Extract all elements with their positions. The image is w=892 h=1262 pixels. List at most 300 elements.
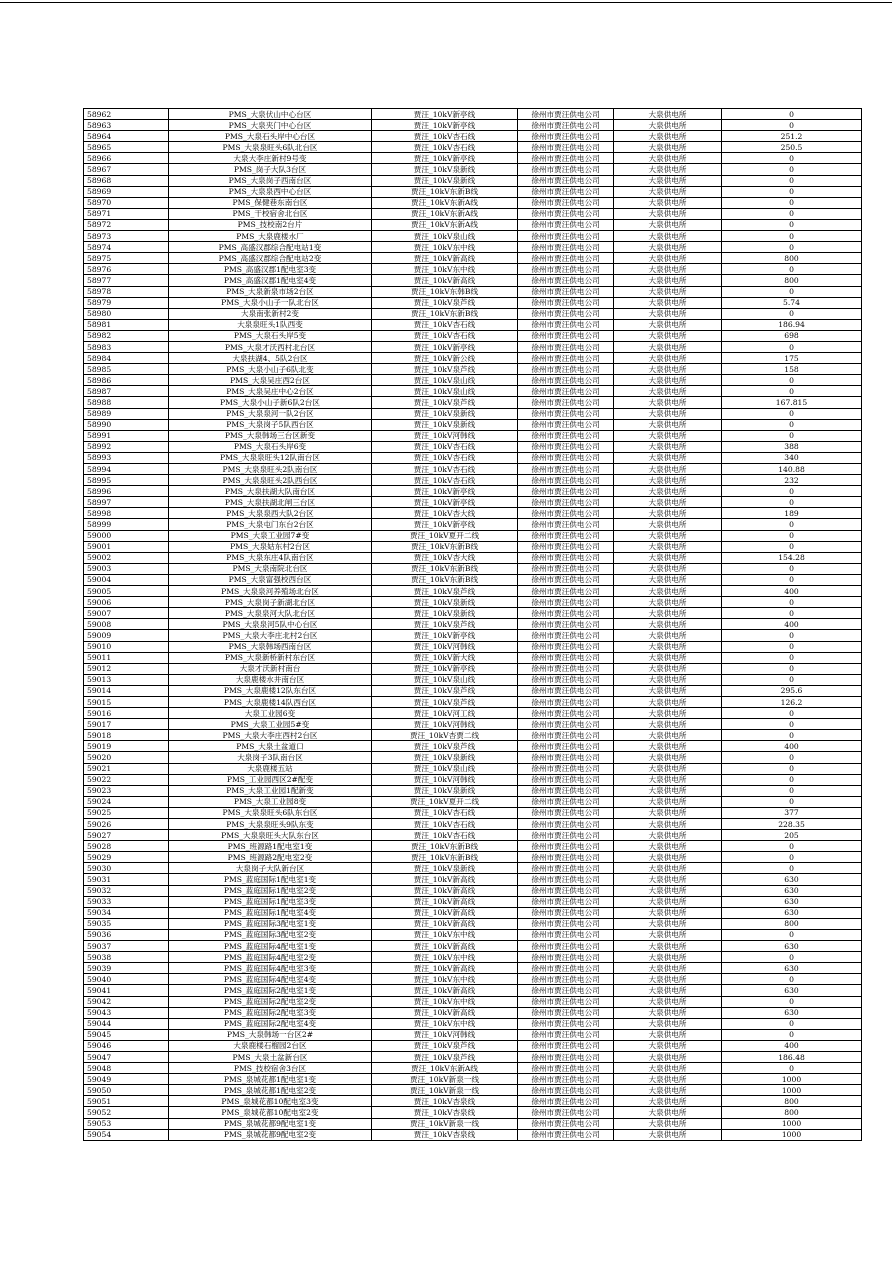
supply-station-cell: 大泉供电所: [614, 219, 722, 230]
table-row: [84, 574, 862, 585]
table-row: [84, 974, 862, 985]
table-row: [84, 1051, 862, 1062]
record-id-cell: 59027: [84, 830, 169, 841]
feeder-line-cell: 贾汪_10kV新高线: [372, 963, 518, 974]
substation-name-cell: PMS_大泉吴庄中心2台区: [169, 386, 372, 397]
supply-station-cell: 大泉供电所: [614, 319, 722, 330]
company-cell: 徐州市贾汪供电公司: [518, 963, 614, 974]
company-cell: 徐州市贾汪供电公司: [518, 852, 614, 863]
record-id-cell: 58979: [84, 297, 169, 308]
feeder-line-cell: 贾汪_10kV泉新线: [372, 408, 518, 419]
record-id-cell: 58983: [84, 341, 169, 352]
supply-station-cell: 大泉供电所: [614, 475, 722, 486]
supply-station-cell: 大泉供电所: [614, 1085, 722, 1096]
table-row: [84, 297, 862, 308]
feeder-line-cell: 贾汪_10kV东新B线: [372, 574, 518, 585]
substation-name-cell: PMS_大泉泉河5队中心台区: [169, 619, 372, 630]
company-cell: 徐州市贾汪供电公司: [518, 597, 614, 608]
substation-name-cell: PMS_蓝庭国际1配电室1变: [169, 874, 372, 885]
value-cell: 630: [722, 941, 862, 952]
substation-name-cell: PMS_大泉泉河一队2台区: [169, 408, 372, 419]
value-cell: 630: [722, 963, 862, 974]
value-cell: 400: [722, 1040, 862, 1051]
record-id-cell: 59035: [84, 918, 169, 929]
company-cell: 徐州市贾汪供电公司: [518, 242, 614, 253]
record-id-cell: 58998: [84, 508, 169, 519]
value-cell: 0: [722, 208, 862, 219]
supply-station-cell: 大泉供电所: [614, 586, 722, 597]
record-id-cell: 58992: [84, 441, 169, 452]
value-cell: 630: [722, 1007, 862, 1018]
feeder-line-cell: 贾汪_10kV东新A线: [372, 219, 518, 230]
feeder-line-cell: 贾汪_10kV新高线: [372, 253, 518, 264]
substation-name-cell: PMS_岗子大队3台区: [169, 164, 372, 175]
substation-name-cell: PMS_泉城花都1配电室1变: [169, 1074, 372, 1085]
table-row: [84, 497, 862, 508]
company-cell: 徐州市贾汪供电公司: [518, 874, 614, 885]
substation-name-cell: PMS_大泉东庄4队南台区: [169, 552, 372, 563]
company-cell: 徐州市贾汪供电公司: [518, 563, 614, 574]
value-cell: 154.28: [722, 552, 862, 563]
table-row: [84, 231, 862, 242]
table-row: [84, 552, 862, 563]
feeder-line-cell: 贾汪_10kV泉芦线: [372, 619, 518, 630]
supply-station-cell: 大泉供电所: [614, 619, 722, 630]
company-cell: 徐州市贾汪供电公司: [518, 885, 614, 896]
supply-station-cell: 大泉供电所: [614, 530, 722, 541]
feeder-line-cell: 贾汪_10kV泉芦线: [372, 685, 518, 696]
value-cell: 0: [722, 386, 862, 397]
substation-name-cell: 大泉南张新村2变: [169, 308, 372, 319]
feeder-line-cell: 贾汪_10kV新亭线: [372, 497, 518, 508]
value-cell: 0: [722, 608, 862, 619]
value-cell: 126.2: [722, 696, 862, 707]
value-cell: 630: [722, 985, 862, 996]
feeder-line-cell: 贾汪_10kV河韩线: [372, 430, 518, 441]
substation-name-cell: 大泉扶湖4、5队2台区: [169, 353, 372, 364]
table-row: [84, 486, 862, 497]
record-id-cell: 59045: [84, 1029, 169, 1040]
record-id-cell: 59024: [84, 796, 169, 807]
table-row: [84, 341, 862, 352]
value-cell: 189: [722, 508, 862, 519]
substation-name-cell: PMS_蓝庭国际2配电室3变: [169, 1007, 372, 1018]
feeder-line-cell: 贾汪_10kV杏石线: [372, 464, 518, 475]
value-cell: 0: [722, 186, 862, 197]
table-row: [84, 696, 862, 707]
record-id-cell: 58993: [84, 452, 169, 463]
record-id-cell: 59037: [84, 941, 169, 952]
feeder-line-cell: 贾汪_10kV泉芦线: [372, 696, 518, 707]
value-cell: 630: [722, 885, 862, 896]
value-cell: 698: [722, 330, 862, 341]
substation-name-cell: PMS_干校宿舍北台区: [169, 208, 372, 219]
supply-station-cell: 大泉供电所: [614, 275, 722, 286]
supply-station-cell: 大泉供电所: [614, 1029, 722, 1040]
feeder-line-cell: 贾汪_10kV泉山线: [372, 375, 518, 386]
feeder-line-cell: 贾汪_10kV杏石线: [372, 330, 518, 341]
company-cell: 徐州市贾汪供电公司: [518, 109, 614, 120]
feeder-line-cell: 贾汪_10kV泉芦线: [372, 1051, 518, 1062]
record-id-cell: 59015: [84, 696, 169, 707]
table-row: [84, 863, 862, 874]
supply-station-cell: 大泉供电所: [614, 430, 722, 441]
company-cell: 徐州市贾汪供电公司: [518, 774, 614, 785]
table-row: [84, 674, 862, 685]
record-id-cell: 59013: [84, 674, 169, 685]
value-cell: 0: [722, 785, 862, 796]
table-row: [84, 685, 862, 696]
feeder-line-cell: 贾汪_10kV杏石线: [372, 819, 518, 830]
record-id-cell: 59009: [84, 630, 169, 641]
company-cell: 徐州市贾汪供电公司: [518, 952, 614, 963]
company-cell: 徐州市贾汪供电公司: [518, 1029, 614, 1040]
record-id-cell: 59036: [84, 929, 169, 940]
substation-name-cell: PMS_大泉姑东村2台区: [169, 541, 372, 552]
substation-name-cell: PMS_大泉石头岸6变: [169, 441, 372, 452]
feeder-line-cell: 贾汪_10kV杏石线: [372, 452, 518, 463]
substation-name-cell: PMS_高盛汉郡1配电室4变: [169, 275, 372, 286]
substation-name-cell: PMS_大泉鹿楼12队东台区: [169, 685, 372, 696]
feeder-line-cell: 贾汪_10kV杏石线: [372, 807, 518, 818]
value-cell: 0: [722, 530, 862, 541]
company-cell: 徐州市贾汪供电公司: [518, 608, 614, 619]
record-id-cell: 58999: [84, 519, 169, 530]
company-cell: 徐州市贾汪供电公司: [518, 574, 614, 585]
feeder-line-cell: 贾汪_10kV新高线: [372, 885, 518, 896]
record-id-cell: 59028: [84, 841, 169, 852]
feeder-line-cell: 贾汪_10kV新高线: [372, 275, 518, 286]
company-cell: 徐州市贾汪供电公司: [518, 508, 614, 519]
table-row: [84, 1018, 862, 1029]
supply-station-cell: 大泉供电所: [614, 874, 722, 885]
feeder-line-cell: 贾汪_10kV杏石线: [372, 830, 518, 841]
value-cell: 0: [722, 730, 862, 741]
value-cell: 158: [722, 364, 862, 375]
substation-name-cell: PMS_大泉伏山中心台区: [169, 109, 372, 120]
record-id-cell: 58994: [84, 464, 169, 475]
company-cell: 徐州市贾汪供电公司: [518, 131, 614, 142]
table-row: [84, 896, 862, 907]
supply-station-cell: 大泉供电所: [614, 574, 722, 585]
substation-name-cell: PMS_大泉泉旺头大队东台区: [169, 830, 372, 841]
record-id-cell: 58975: [84, 253, 169, 264]
supply-station-cell: 大泉供电所: [614, 830, 722, 841]
company-cell: 徐州市贾汪供电公司: [518, 341, 614, 352]
company-cell: 徐州市贾汪供电公司: [518, 696, 614, 707]
table-row: [84, 641, 862, 652]
substation-name-cell: PMS_班源路2配电室2变: [169, 852, 372, 863]
table-row: [84, 952, 862, 963]
value-cell: 388: [722, 441, 862, 452]
value-cell: 0: [722, 231, 862, 242]
feeder-line-cell: 贾汪_10kV新亭线: [372, 486, 518, 497]
table-row: [84, 475, 862, 486]
record-id-cell: 59008: [84, 619, 169, 630]
table-row: [84, 375, 862, 386]
feeder-line-cell: 贾汪_10kV杏泉线: [372, 1096, 518, 1107]
company-cell: 徐州市贾汪供电公司: [518, 586, 614, 597]
table-row: [84, 586, 862, 597]
record-id-cell: 59004: [84, 574, 169, 585]
table-row: [84, 918, 862, 929]
company-cell: 徐州市贾汪供电公司: [518, 464, 614, 475]
table-row: [84, 1085, 862, 1096]
substation-name-cell: PMS_大泉鹿楼14队西台区: [169, 696, 372, 707]
record-id-cell: 59033: [84, 896, 169, 907]
record-id-cell: 58967: [84, 164, 169, 175]
company-cell: 徐州市贾汪供电公司: [518, 763, 614, 774]
company-cell: 徐州市贾汪供电公司: [518, 219, 614, 230]
table-row: [84, 164, 862, 175]
substation-name-cell: PMS_高盛汉郡综合配电站2变: [169, 253, 372, 264]
substation-name-cell: PMS_大泉扶湖大队南台区: [169, 486, 372, 497]
substation-name-cell: PMS_蓝庭国际3配电室2变: [169, 929, 372, 940]
company-cell: 徐州市贾汪供电公司: [518, 630, 614, 641]
company-cell: 徐州市贾汪供电公司: [518, 197, 614, 208]
value-cell: 0: [722, 774, 862, 785]
table-row: [84, 541, 862, 552]
table-row: [84, 819, 862, 830]
record-id-cell: 59006: [84, 597, 169, 608]
supply-station-cell: 大泉供电所: [614, 109, 722, 120]
table-row: [84, 275, 862, 286]
supply-station-cell: 大泉供电所: [614, 796, 722, 807]
feeder-line-cell: 贾汪_10kV河韩线: [372, 774, 518, 785]
value-cell: 186.94: [722, 319, 862, 330]
substation-name-cell: PMS_大泉岗子5队西台区: [169, 419, 372, 430]
feeder-line-cell: 贾汪_10kV泉新线: [372, 785, 518, 796]
value-cell: 0: [722, 796, 862, 807]
company-cell: 徐州市贾汪供电公司: [518, 208, 614, 219]
feeder-line-cell: 贾汪_10kV泉新线: [372, 597, 518, 608]
supply-station-cell: 大泉供电所: [614, 630, 722, 641]
feeder-line-cell: 贾汪_10kV东新B线: [372, 541, 518, 552]
value-cell: 800: [722, 253, 862, 264]
record-id-cell: 59002: [84, 552, 169, 563]
substation-name-cell: PMS_蓝庭国际2配电室1变: [169, 985, 372, 996]
company-cell: 徐州市贾汪供电公司: [518, 519, 614, 530]
feeder-line-cell: 贾汪_10kV新亭线: [372, 341, 518, 352]
table-row: [84, 441, 862, 452]
supply-station-cell: 大泉供电所: [614, 929, 722, 940]
company-cell: 徐州市贾汪供电公司: [518, 175, 614, 186]
supply-station-cell: 大泉供电所: [614, 1118, 722, 1129]
value-cell: 800: [722, 1107, 862, 1118]
company-cell: 徐州市贾汪供电公司: [518, 430, 614, 441]
substation-name-cell: 大泉工业园6变: [169, 708, 372, 719]
feeder-line-cell: 贾汪_10kV杏石线: [372, 131, 518, 142]
feeder-line-cell: 贾汪_10kV东新B线: [372, 563, 518, 574]
company-cell: 徐州市贾汪供电公司: [518, 907, 614, 918]
value-cell: 0: [722, 841, 862, 852]
substation-name-cell: PMS_大泉石头岸5变: [169, 330, 372, 341]
feeder-line-cell: 贾汪_10kV东韩B线: [372, 286, 518, 297]
supply-station-cell: 大泉供电所: [614, 1096, 722, 1107]
feeder-line-cell: 贾汪_10kV杏大线: [372, 508, 518, 519]
company-cell: 徐州市贾汪供电公司: [518, 674, 614, 685]
table-row: [84, 408, 862, 419]
table-row: [84, 1074, 862, 1085]
substation-name-cell: PMS_泉城花都10配电室3变: [169, 1096, 372, 1107]
supply-station-cell: 大泉供电所: [614, 386, 722, 397]
supply-station-cell: 大泉供电所: [614, 508, 722, 519]
company-cell: 徐州市贾汪供电公司: [518, 253, 614, 264]
company-cell: 徐州市贾汪供电公司: [518, 1007, 614, 1018]
table-row: [84, 530, 862, 541]
table-row: [84, 763, 862, 774]
substation-name-cell: PMS_泉城花都9配电室2变: [169, 1129, 372, 1140]
record-id-cell: 59021: [84, 763, 169, 774]
substation-name-cell: PMS_大泉泉河养殖场北台区: [169, 586, 372, 597]
substation-name-cell: PMS_大泉泉旺头2队南台区: [169, 464, 372, 475]
substation-name-cell: PMS_大泉石头岸中心台区: [169, 131, 372, 142]
supply-station-cell: 大泉供电所: [614, 497, 722, 508]
value-cell: 0: [722, 242, 862, 253]
feeder-line-cell: 贾汪_10kV东中线: [372, 1018, 518, 1029]
record-id-cell: 58987: [84, 386, 169, 397]
value-cell: 0: [722, 541, 862, 552]
company-cell: 徐州市贾汪供电公司: [518, 541, 614, 552]
feeder-line-cell: 贾汪_10kV泉芦线: [372, 364, 518, 375]
feeder-line-cell: 贾汪_10kV泉新线: [372, 175, 518, 186]
record-id-cell: 59039: [84, 963, 169, 974]
value-cell: 800: [722, 918, 862, 929]
record-id-cell: 59046: [84, 1040, 169, 1051]
supply-station-cell: 大泉供电所: [614, 685, 722, 696]
substation-name-cell: PMS_班源路1配电室1变: [169, 841, 372, 852]
record-id-cell: 59020: [84, 752, 169, 763]
record-id-cell: 58986: [84, 375, 169, 386]
record-id-cell: 59050: [84, 1085, 169, 1096]
table-row: [84, 1096, 862, 1107]
supply-station-cell: 大泉供电所: [614, 286, 722, 297]
record-id-cell: 59000: [84, 530, 169, 541]
value-cell: 0: [722, 852, 862, 863]
record-id-cell: 59019: [84, 741, 169, 752]
supply-station-cell: 大泉供电所: [614, 231, 722, 242]
table-row: [84, 608, 862, 619]
substation-name-cell: PMS_大泉鹿楼水厂: [169, 231, 372, 242]
value-cell: 400: [722, 619, 862, 630]
feeder-line-cell: 贾汪_10kV新高线: [372, 907, 518, 918]
substation-name-cell: PMS_泉城花都10配电室2变: [169, 1107, 372, 1118]
substation-name-cell: PMS_大泉泉旺头12队南台区: [169, 452, 372, 463]
supply-station-cell: 大泉供电所: [614, 907, 722, 918]
record-id-cell: 59025: [84, 807, 169, 818]
substation-name-cell: PMS_大泉泉旺头9队东变: [169, 819, 372, 830]
feeder-line-cell: 贾汪_10kV新泉一线: [372, 1074, 518, 1085]
value-cell: 0: [722, 996, 862, 1007]
supply-station-cell: 大泉供电所: [614, 730, 722, 741]
company-cell: 徐州市贾汪供电公司: [518, 830, 614, 841]
record-id-cell: 59030: [84, 863, 169, 874]
substation-name-cell: PMS_大泉扶湖北闸三台区: [169, 497, 372, 508]
value-cell: 0: [722, 974, 862, 985]
value-cell: 0: [722, 375, 862, 386]
value-cell: 0: [722, 708, 862, 719]
table-row: [84, 730, 862, 741]
substation-name-cell: PMS_大泉才沃西村北台区: [169, 341, 372, 352]
record-id-cell: 58974: [84, 242, 169, 253]
record-id-cell: 59052: [84, 1107, 169, 1118]
company-cell: 徐州市贾汪供电公司: [518, 730, 614, 741]
table-row: [84, 208, 862, 219]
table-row: [84, 1040, 862, 1051]
table-row: [84, 419, 862, 430]
supply-station-cell: 大泉供电所: [614, 419, 722, 430]
table-row: [84, 652, 862, 663]
value-cell: 630: [722, 874, 862, 885]
substation-name-cell: PMS_大泉泉旺头6队东台区: [169, 807, 372, 818]
feeder-line-cell: 贾汪_10kV新高线: [372, 918, 518, 929]
company-cell: 徐州市贾汪供电公司: [518, 796, 614, 807]
table-row: [84, 708, 862, 719]
value-cell: 0: [722, 630, 862, 641]
table-row: [84, 907, 862, 918]
feeder-line-cell: 贾汪_10kV新泉一线: [372, 1118, 518, 1129]
feeder-line-cell: 贾汪_10kV东中线: [372, 242, 518, 253]
record-id-cell: 59007: [84, 608, 169, 619]
substation-name-cell: PMS_大泉吴庄西2台区: [169, 375, 372, 386]
supply-station-cell: 大泉供电所: [614, 441, 722, 452]
value-cell: 0: [722, 752, 862, 763]
feeder-line-cell: 贾汪_10kV新高线: [372, 1007, 518, 1018]
value-cell: 0: [722, 109, 862, 120]
feeder-line-cell: 贾汪_10kV新亭线: [372, 663, 518, 674]
table-row: [84, 985, 862, 996]
substation-name-cell: PMS_大泉韩场一台区2#: [169, 1029, 372, 1040]
supply-station-cell: 大泉供电所: [614, 819, 722, 830]
table-row: [84, 941, 862, 952]
record-id-cell: 58985: [84, 364, 169, 375]
table-row: [84, 719, 862, 730]
substation-name-cell: PMS_保健巷东南台区: [169, 197, 372, 208]
supply-station-cell: 大泉供电所: [614, 597, 722, 608]
company-cell: 徐州市贾汪供电公司: [518, 120, 614, 131]
supply-station-cell: 大泉供电所: [614, 885, 722, 896]
feeder-line-cell: 贾汪_10kV杏石线: [372, 319, 518, 330]
value-cell: 0: [722, 264, 862, 275]
supply-station-cell: 大泉供电所: [614, 752, 722, 763]
substation-name-cell: 大泉鹿楼水井南台区: [169, 674, 372, 685]
substation-name-cell: PMS_蓝庭国际4配电室3变: [169, 963, 372, 974]
supply-station-cell: 大泉供电所: [614, 175, 722, 186]
value-cell: 250.5: [722, 142, 862, 153]
company-cell: 徐州市贾汪供电公司: [518, 264, 614, 275]
table-row: [84, 1107, 862, 1118]
record-id-cell: 59010: [84, 641, 169, 652]
value-cell: 175: [722, 353, 862, 364]
value-cell: 0: [722, 952, 862, 963]
supply-station-cell: 大泉供电所: [614, 452, 722, 463]
company-cell: 徐州市贾汪供电公司: [518, 319, 614, 330]
supply-station-cell: 大泉供电所: [614, 164, 722, 175]
record-id-cell: 59011: [84, 652, 169, 663]
company-cell: 徐州市贾汪供电公司: [518, 386, 614, 397]
supply-station-cell: 大泉供电所: [614, 552, 722, 563]
record-id-cell: 59053: [84, 1118, 169, 1129]
substation-name-cell: PMS_大泉土盆道口: [169, 741, 372, 752]
value-cell: 0: [722, 652, 862, 663]
supply-station-cell: 大泉供电所: [614, 242, 722, 253]
supply-station-cell: 大泉供电所: [614, 1018, 722, 1029]
value-cell: 0: [722, 219, 862, 230]
supply-station-cell: 大泉供电所: [614, 375, 722, 386]
company-cell: 徐州市贾汪供电公司: [518, 308, 614, 319]
company-cell: 徐州市贾汪供电公司: [518, 1085, 614, 1096]
value-cell: 377: [722, 807, 862, 818]
